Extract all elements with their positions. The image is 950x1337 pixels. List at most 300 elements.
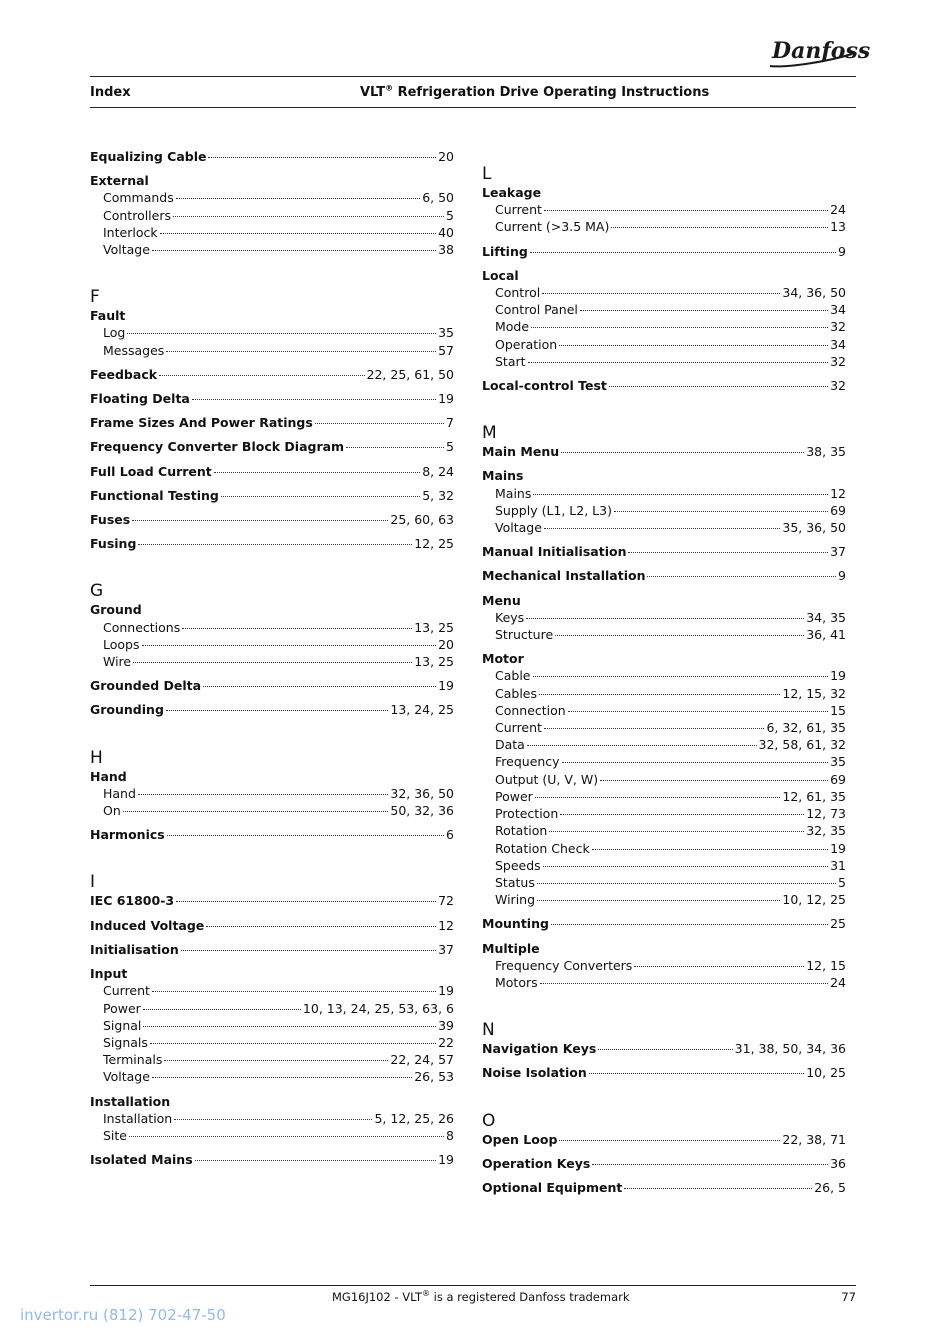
index-entry-head xyxy=(90,917,454,934)
index-entry xyxy=(482,940,846,992)
index-subentry xyxy=(482,685,846,702)
dot-leader xyxy=(152,991,436,992)
index-pages: 39 xyxy=(438,1017,454,1033)
index-pages: 36 xyxy=(830,1155,846,1171)
index-term: Voltage xyxy=(495,520,542,536)
index-term: External xyxy=(90,173,149,189)
index-subentry xyxy=(90,636,454,653)
index-entry xyxy=(90,826,454,843)
dot-leader xyxy=(127,333,436,334)
dot-leader xyxy=(221,496,420,497)
index-pages: 32, 58, 61, 32 xyxy=(758,737,846,753)
index-entry xyxy=(482,443,846,460)
index-pages: 37 xyxy=(438,941,454,957)
dot-leader xyxy=(176,198,420,199)
index-entry xyxy=(90,965,454,1085)
index-entry-head xyxy=(482,1179,846,1196)
index-term: Status xyxy=(495,874,535,890)
index-subentry xyxy=(482,857,846,874)
index-term: Current xyxy=(103,983,150,999)
index-pages: 10, 12, 25 xyxy=(782,892,846,908)
index-pages: 15 xyxy=(830,702,846,718)
index-entry xyxy=(90,892,454,909)
index-subentry xyxy=(90,1000,454,1017)
dot-leader xyxy=(142,645,437,646)
index-pages: 38, 35 xyxy=(806,444,846,460)
index-term: Local-control Test xyxy=(482,378,607,394)
dot-leader xyxy=(133,662,412,663)
dot-leader xyxy=(208,157,436,158)
dot-leader xyxy=(203,686,436,687)
dot-leader xyxy=(192,399,436,400)
index-entry-head xyxy=(482,1131,846,1148)
index-entry-head xyxy=(90,701,454,718)
index-term: Harmonics xyxy=(90,827,165,843)
index-subentry xyxy=(90,342,454,359)
index-entry xyxy=(482,377,846,394)
index-pages: 22, 24, 57 xyxy=(390,1052,454,1068)
index-term: Feedback xyxy=(90,366,158,382)
logo-text: Danfoss xyxy=(772,38,871,64)
index-entry xyxy=(90,414,454,431)
index-subentry xyxy=(482,736,846,753)
dot-leader xyxy=(592,1164,828,1165)
index-term: Mounting xyxy=(482,916,549,932)
index-entry-head xyxy=(482,592,846,609)
index-subentry xyxy=(482,840,846,857)
index-entry xyxy=(482,467,846,536)
index-column-right xyxy=(482,148,846,1203)
index-term: Power xyxy=(103,1000,141,1016)
index-entry xyxy=(482,267,846,370)
dot-leader xyxy=(592,849,828,850)
index-term: Induced Voltage xyxy=(90,917,205,933)
dot-leader xyxy=(160,233,437,234)
index-subentry xyxy=(482,353,846,370)
index-term: Messages xyxy=(103,342,165,358)
dot-leader xyxy=(530,252,836,253)
index-term: Supply (L1, L2, L3) xyxy=(495,502,612,518)
index-pages: 72 xyxy=(438,893,454,909)
index-pages: 37 xyxy=(830,544,846,560)
index-subentry xyxy=(482,284,846,301)
index-entry-head xyxy=(90,438,454,455)
dot-leader xyxy=(138,794,388,795)
index-pages: 8 xyxy=(446,1127,454,1143)
index-subentry xyxy=(482,201,846,218)
dot-leader xyxy=(152,1077,412,1078)
index-term: Loops xyxy=(103,636,140,652)
index-pages: 19 xyxy=(438,983,454,999)
index-term: Fuses xyxy=(90,512,131,528)
index-pages: 13, 24, 25 xyxy=(390,702,454,718)
index-entry xyxy=(482,1179,846,1196)
index-entry-head xyxy=(482,567,846,584)
index-entry xyxy=(482,592,846,644)
dot-leader xyxy=(609,386,828,387)
dot-leader xyxy=(561,452,804,453)
index-subentry xyxy=(90,619,454,636)
index-term: Wiring xyxy=(495,892,536,908)
index-term: Cable xyxy=(495,668,531,684)
index-pages: 34 xyxy=(830,302,846,318)
dot-leader xyxy=(539,694,780,695)
index-term: Control Panel xyxy=(495,302,578,318)
dot-leader xyxy=(560,814,804,815)
index-entry xyxy=(90,601,454,670)
index-pages: 12, 15, 32 xyxy=(782,685,846,701)
dot-leader xyxy=(531,327,828,328)
dot-leader xyxy=(166,351,436,352)
dot-leader xyxy=(143,1026,436,1027)
index-subentry xyxy=(482,301,846,318)
index-pages: 34, 35 xyxy=(806,609,846,625)
index-term: Navigation Keys xyxy=(482,1041,597,1057)
index-term: Interlock xyxy=(103,224,158,240)
page-number: 77 xyxy=(841,1290,856,1304)
index-entry xyxy=(482,184,846,236)
index-entry-head xyxy=(90,1093,454,1110)
index-term: Lifting xyxy=(482,243,528,259)
index-term: On xyxy=(103,803,121,819)
header-title-rest: Refrigeration Drive Operating Instructions xyxy=(393,85,710,100)
index-entry xyxy=(90,366,454,383)
dot-leader xyxy=(527,745,757,746)
index-entry-head xyxy=(482,543,846,560)
index-pages: 31 xyxy=(830,857,846,873)
index-pages: 20 xyxy=(438,149,454,164)
index-pages: 12, 73 xyxy=(806,806,846,822)
index-pages: 35, 36, 50 xyxy=(782,520,846,536)
dot-leader xyxy=(182,628,412,629)
index-pages: 19 xyxy=(830,668,846,684)
index-entry-head xyxy=(90,1151,454,1168)
footer-doc-sup: ® xyxy=(421,1289,430,1299)
dot-leader xyxy=(549,831,804,832)
index-subentry xyxy=(482,702,846,719)
index-pages: 26, 5 xyxy=(814,1179,846,1195)
index-pages: 19 xyxy=(438,678,454,694)
dot-leader xyxy=(346,447,444,448)
index-term: Current xyxy=(495,202,542,218)
index-entry-head xyxy=(90,601,454,618)
index-pages: 40 xyxy=(438,224,454,240)
index-entry xyxy=(90,438,454,455)
index-entry-head xyxy=(90,826,454,843)
index-pages: 12 xyxy=(830,485,846,501)
index-pages: 10, 25 xyxy=(806,1065,846,1081)
index-subentry xyxy=(482,753,846,770)
index-pages: 24 xyxy=(830,974,846,990)
index-pages: 32 xyxy=(830,353,846,369)
dot-leader xyxy=(176,901,436,902)
index-entry xyxy=(90,307,454,359)
dot-leader xyxy=(647,576,836,577)
index-term: IEC 61800-3 xyxy=(90,893,175,909)
index-term: Site xyxy=(103,1127,127,1143)
index-subentry xyxy=(90,785,454,802)
dot-leader xyxy=(544,528,780,529)
index-term: Leakage xyxy=(482,185,542,200)
index-entry-head xyxy=(482,940,846,957)
index-subentry xyxy=(482,318,846,335)
index-pages: 5 xyxy=(446,207,454,223)
index-subentry xyxy=(90,1110,454,1127)
index-term: Connection xyxy=(495,702,566,718)
index-pages: 5 xyxy=(838,874,846,890)
index-subentry xyxy=(90,241,454,258)
dot-leader xyxy=(544,728,765,729)
dot-leader xyxy=(555,635,804,636)
index-entry-head xyxy=(482,184,846,201)
index-term: Signal xyxy=(103,1017,142,1033)
index-term: Initialisation xyxy=(90,941,179,957)
index-subentry xyxy=(482,874,846,891)
index-pages: 5 xyxy=(446,439,454,455)
index-pages: 9 xyxy=(838,568,846,584)
index-entry-head xyxy=(482,915,846,932)
index-pages: 25, 60, 63 xyxy=(390,512,454,528)
index-entry xyxy=(90,172,454,258)
index-term: Menu xyxy=(482,592,521,608)
index-pages: 26, 53 xyxy=(414,1069,454,1085)
index-entry xyxy=(482,1040,846,1057)
index-letter-heading: M xyxy=(482,423,497,444)
index-term: Floating Delta xyxy=(90,391,190,407)
dot-leader xyxy=(535,797,781,798)
watermark: invertor.ru (812) 702-47-50 xyxy=(20,1306,226,1324)
dot-leader xyxy=(533,676,829,677)
index-term: Protection xyxy=(495,806,559,822)
index-term: Ground xyxy=(90,602,142,618)
header-title-prefix: VLT xyxy=(360,85,386,100)
index-subentry xyxy=(482,974,846,991)
header-title-sup: ® xyxy=(385,83,394,93)
index-entry-head xyxy=(90,366,454,383)
index-entry-head xyxy=(482,267,846,284)
index-subentry xyxy=(90,324,454,341)
index-pages: 22, 25, 61, 50 xyxy=(366,366,454,382)
index-term: Hand xyxy=(90,768,127,784)
index-pages: 34, 36, 50 xyxy=(782,285,846,301)
index-term: Output (U, V, W) xyxy=(495,771,599,787)
index-subentry xyxy=(482,957,846,974)
dot-leader xyxy=(159,375,364,376)
index-term: Motors xyxy=(495,974,538,990)
index-pages: 32 xyxy=(830,378,846,394)
index-term: Frequency Converters xyxy=(495,957,633,973)
index-entry xyxy=(482,1131,846,1148)
index-pages: 20 xyxy=(438,636,454,652)
index-pages: 35 xyxy=(438,325,454,341)
index-subentry xyxy=(482,485,846,502)
index-pages: 32, 36, 50 xyxy=(390,785,454,801)
dot-leader xyxy=(526,618,804,619)
index-pages: 19 xyxy=(438,391,454,407)
index-entry-head xyxy=(90,390,454,407)
index-pages: 31, 38, 50, 34, 36 xyxy=(734,1041,846,1057)
index-letter-heading: F xyxy=(90,287,100,308)
index-pages: 34 xyxy=(830,336,846,352)
index-entry xyxy=(90,511,454,528)
footer-rule xyxy=(90,1285,856,1286)
index-pages: 38 xyxy=(438,242,454,258)
dot-leader xyxy=(600,780,828,781)
index-entry-head xyxy=(482,1155,846,1172)
index-term: Motor xyxy=(482,651,524,667)
index-pages: 19 xyxy=(438,1152,454,1168)
index-term: Commands xyxy=(103,190,174,206)
dot-leader xyxy=(195,1160,436,1161)
index-term: Log xyxy=(103,325,126,341)
index-entry-head xyxy=(90,307,454,324)
index-pages: 8, 24 xyxy=(422,463,454,479)
dot-leader xyxy=(174,1119,372,1120)
index-entry xyxy=(482,915,846,932)
dot-leader xyxy=(181,950,436,951)
index-term: Frequency Converter Block Diagram xyxy=(90,439,345,455)
index-term: Speeds xyxy=(495,857,541,873)
header-rule-bottom xyxy=(90,107,856,108)
dot-leader xyxy=(568,711,828,712)
index-term: Installation xyxy=(90,1093,171,1109)
index-subentry xyxy=(90,189,454,206)
index-term: Structure xyxy=(495,627,554,643)
index-entry-head xyxy=(482,467,846,484)
index-pages: 13, 25 xyxy=(414,619,454,635)
index-pages: 7 xyxy=(446,415,454,431)
dot-leader xyxy=(143,1009,301,1010)
dot-leader xyxy=(559,345,828,346)
dot-leader xyxy=(542,293,780,294)
index-term: Rotation Check xyxy=(495,840,590,856)
index-term: Main Menu xyxy=(482,444,560,460)
index-term: Mode xyxy=(495,319,530,335)
index-term: Manual Initialisation xyxy=(482,544,627,560)
index-pages: 57 xyxy=(438,342,454,358)
index-letter-heading: H xyxy=(90,747,103,768)
index-entry-head xyxy=(90,414,454,431)
index-entry xyxy=(90,768,454,820)
header-title xyxy=(360,85,709,100)
index-term: Current (>3.5 MA) xyxy=(495,219,610,235)
index-term: Start xyxy=(495,353,526,369)
index-entry-head xyxy=(90,941,454,958)
dot-leader xyxy=(562,762,829,763)
index-subentry xyxy=(482,626,846,643)
index-entry xyxy=(90,487,454,504)
index-term: Rotation xyxy=(495,823,548,839)
index-term: Full Load Current xyxy=(90,463,212,479)
index-pages: 5, 12, 25, 26 xyxy=(374,1110,454,1126)
index-term: Keys xyxy=(495,609,525,625)
index-subentry xyxy=(482,719,846,736)
index-term: Signals xyxy=(103,1034,148,1050)
dot-leader xyxy=(164,1060,388,1061)
index-pages: 10, 13, 24, 25, 53, 63, 6 xyxy=(302,1000,454,1016)
index-entry xyxy=(90,463,454,480)
index-entry xyxy=(90,917,454,934)
index-term: Operation Keys xyxy=(482,1155,591,1171)
index-entry-head xyxy=(482,377,846,394)
header-section: Index xyxy=(90,85,131,100)
index-term: Connections xyxy=(103,619,181,635)
index-term: Multiple xyxy=(482,940,540,956)
index-entry-head xyxy=(482,650,846,667)
dot-leader xyxy=(537,900,780,901)
index-subentry xyxy=(90,224,454,241)
index-entry xyxy=(482,1064,846,1081)
index-entry-head xyxy=(90,768,454,785)
index-subentry xyxy=(482,771,846,788)
index-term: Optional Equipment xyxy=(482,1179,623,1195)
dot-leader xyxy=(580,310,828,311)
index-pages: 9 xyxy=(838,243,846,259)
index-term: Installation xyxy=(103,1110,173,1126)
index-subentry xyxy=(90,1017,454,1034)
index-subentry xyxy=(90,1051,454,1068)
index-entry-head xyxy=(482,243,846,260)
index-entry xyxy=(90,1151,454,1168)
dot-leader xyxy=(611,227,828,228)
index-pages: 6 xyxy=(446,827,454,843)
index-pages: 22 xyxy=(438,1034,454,1050)
index-entry-head xyxy=(90,892,454,909)
index-subentry xyxy=(482,519,846,536)
index-term: Voltage xyxy=(103,242,150,258)
index-entry xyxy=(90,701,454,718)
header-rule-top xyxy=(90,76,856,77)
index-term: Input xyxy=(90,966,128,982)
index-entry-head xyxy=(482,443,846,460)
index-entry xyxy=(482,650,846,908)
dot-leader xyxy=(315,423,444,424)
index-pages: 12 xyxy=(438,917,454,933)
dot-leader xyxy=(624,1188,812,1189)
index-letter-heading: N xyxy=(482,1020,495,1041)
index-subentry xyxy=(482,502,846,519)
index-pages: 69 xyxy=(830,502,846,518)
index-term: Frame Sizes And Power Ratings xyxy=(90,415,313,431)
index-term: Power xyxy=(495,788,533,804)
dot-leader xyxy=(138,544,412,545)
index-term: Data xyxy=(495,737,525,753)
footer-trademark xyxy=(332,1290,630,1304)
index-entry-head xyxy=(482,1064,846,1081)
index-term: Mechanical Installation xyxy=(482,568,646,584)
index-term: Wire xyxy=(103,654,132,670)
dot-leader xyxy=(132,520,388,521)
index-entry xyxy=(482,567,846,584)
dot-leader xyxy=(544,210,828,211)
index-entry xyxy=(90,148,454,165)
danfoss-logo xyxy=(766,32,871,70)
index-subentry xyxy=(482,336,846,353)
dot-leader xyxy=(214,472,420,473)
index-subentry xyxy=(90,207,454,224)
index-subentry xyxy=(90,1034,454,1051)
index-pages: 5, 32 xyxy=(422,487,454,503)
index-entry xyxy=(90,941,454,958)
index-entry xyxy=(90,390,454,407)
index-pages: 13, 25 xyxy=(414,654,454,670)
dot-leader xyxy=(152,250,436,251)
index-letter-heading: L xyxy=(482,164,492,184)
dot-leader xyxy=(543,866,828,867)
dot-leader xyxy=(614,511,828,512)
index-pages: 25 xyxy=(830,916,846,932)
index-entry xyxy=(90,1093,454,1145)
